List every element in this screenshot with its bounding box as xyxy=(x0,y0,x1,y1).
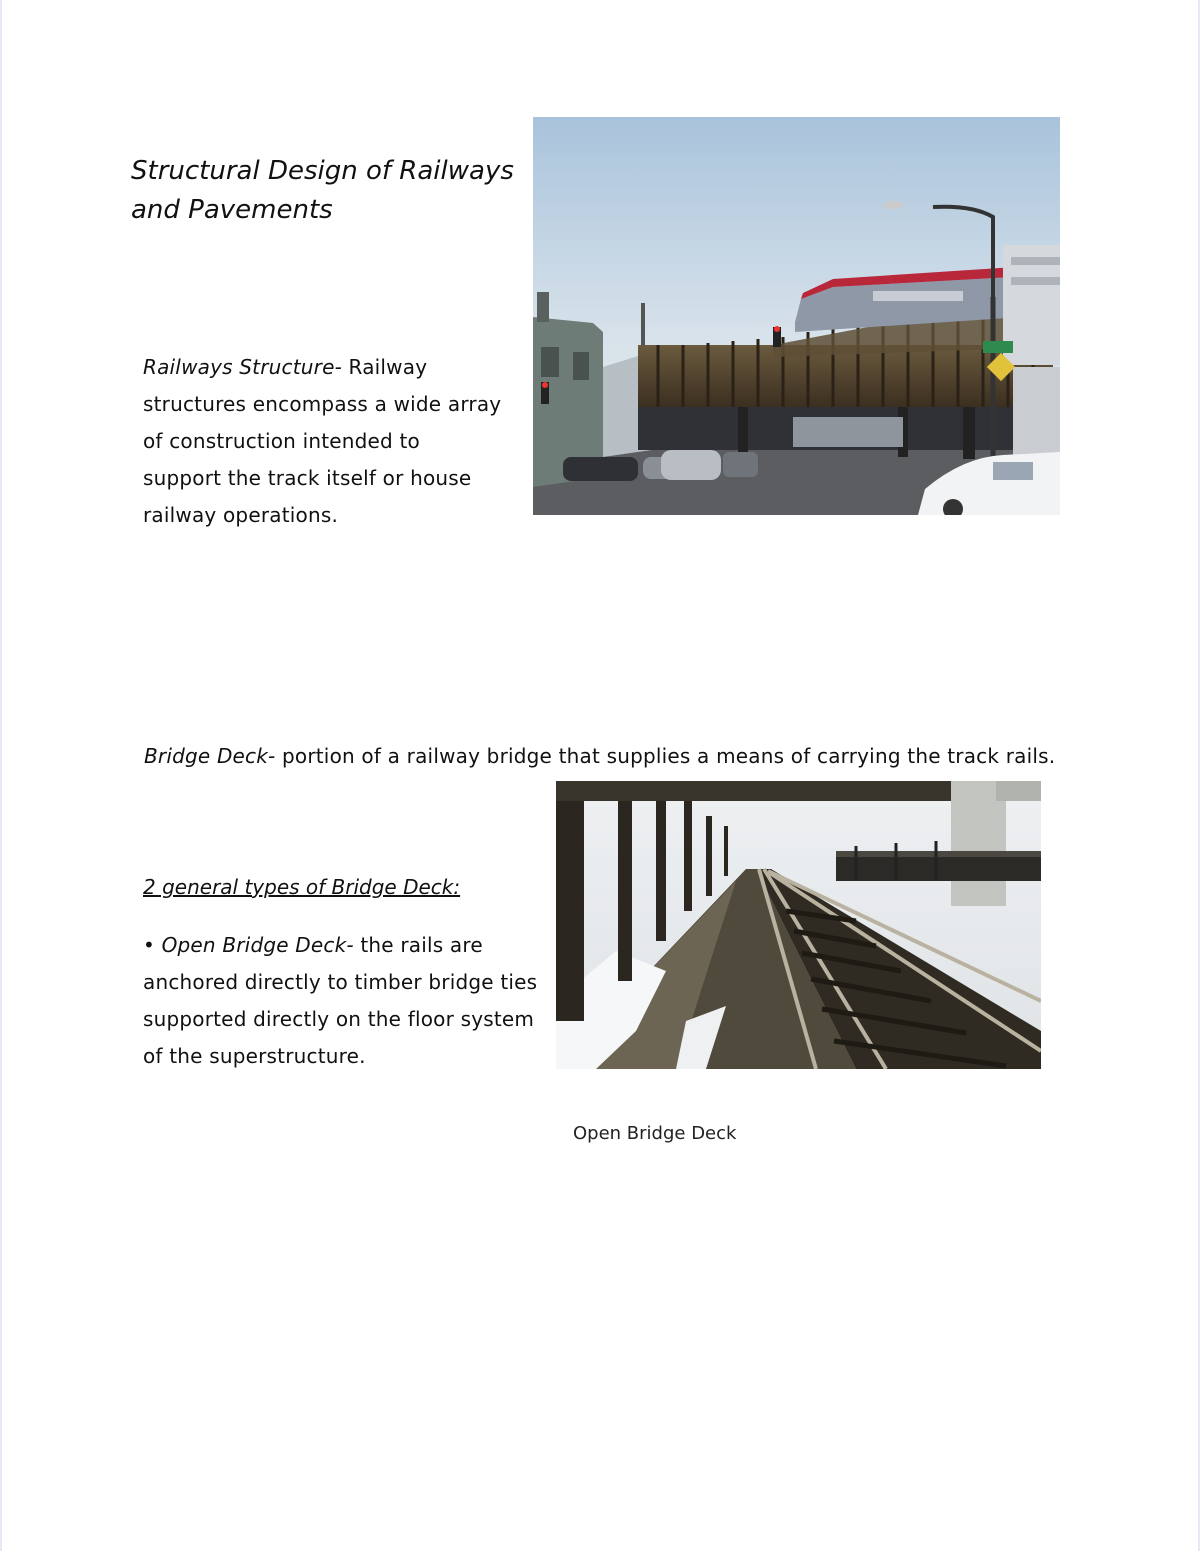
bridge-deck-lead: Bridge Deck- xyxy=(144,744,276,768)
open-bridge-deck-lead: Open Bridge Deck- xyxy=(161,933,354,957)
open-bridge-deck-text: the rails are anchored directly to timber bridge ties supported directly on the floor system of the superstructure. xyxy=(143,933,538,1068)
bridge-deck-paragraph xyxy=(144,738,1064,775)
railways-structure-paragraph xyxy=(143,349,503,534)
railways-structure-lead: Railways Structure- xyxy=(143,355,342,379)
open-bridge-deck-paragraph xyxy=(143,927,548,1075)
bullet: • xyxy=(143,933,155,957)
types-heading: 2 general types of Bridge Deck: xyxy=(143,875,461,899)
photo-caption: Open Bridge Deck xyxy=(573,1123,737,1144)
title-line-1: Structural Design of Railways xyxy=(131,156,514,186)
railway-bridge-photo xyxy=(533,117,1060,515)
bridge-deck-text: portion of a railway bridge that supplies a means of carrying the track rails. xyxy=(275,744,1056,768)
title-line-2: and Pavements xyxy=(131,195,333,225)
open-bridge-deck-photo xyxy=(556,781,1041,1069)
railways-structure-text: Railway structures encompass a wide array of construction intended to support the track itself or house railway operations. xyxy=(143,355,502,527)
document-title xyxy=(131,152,531,230)
